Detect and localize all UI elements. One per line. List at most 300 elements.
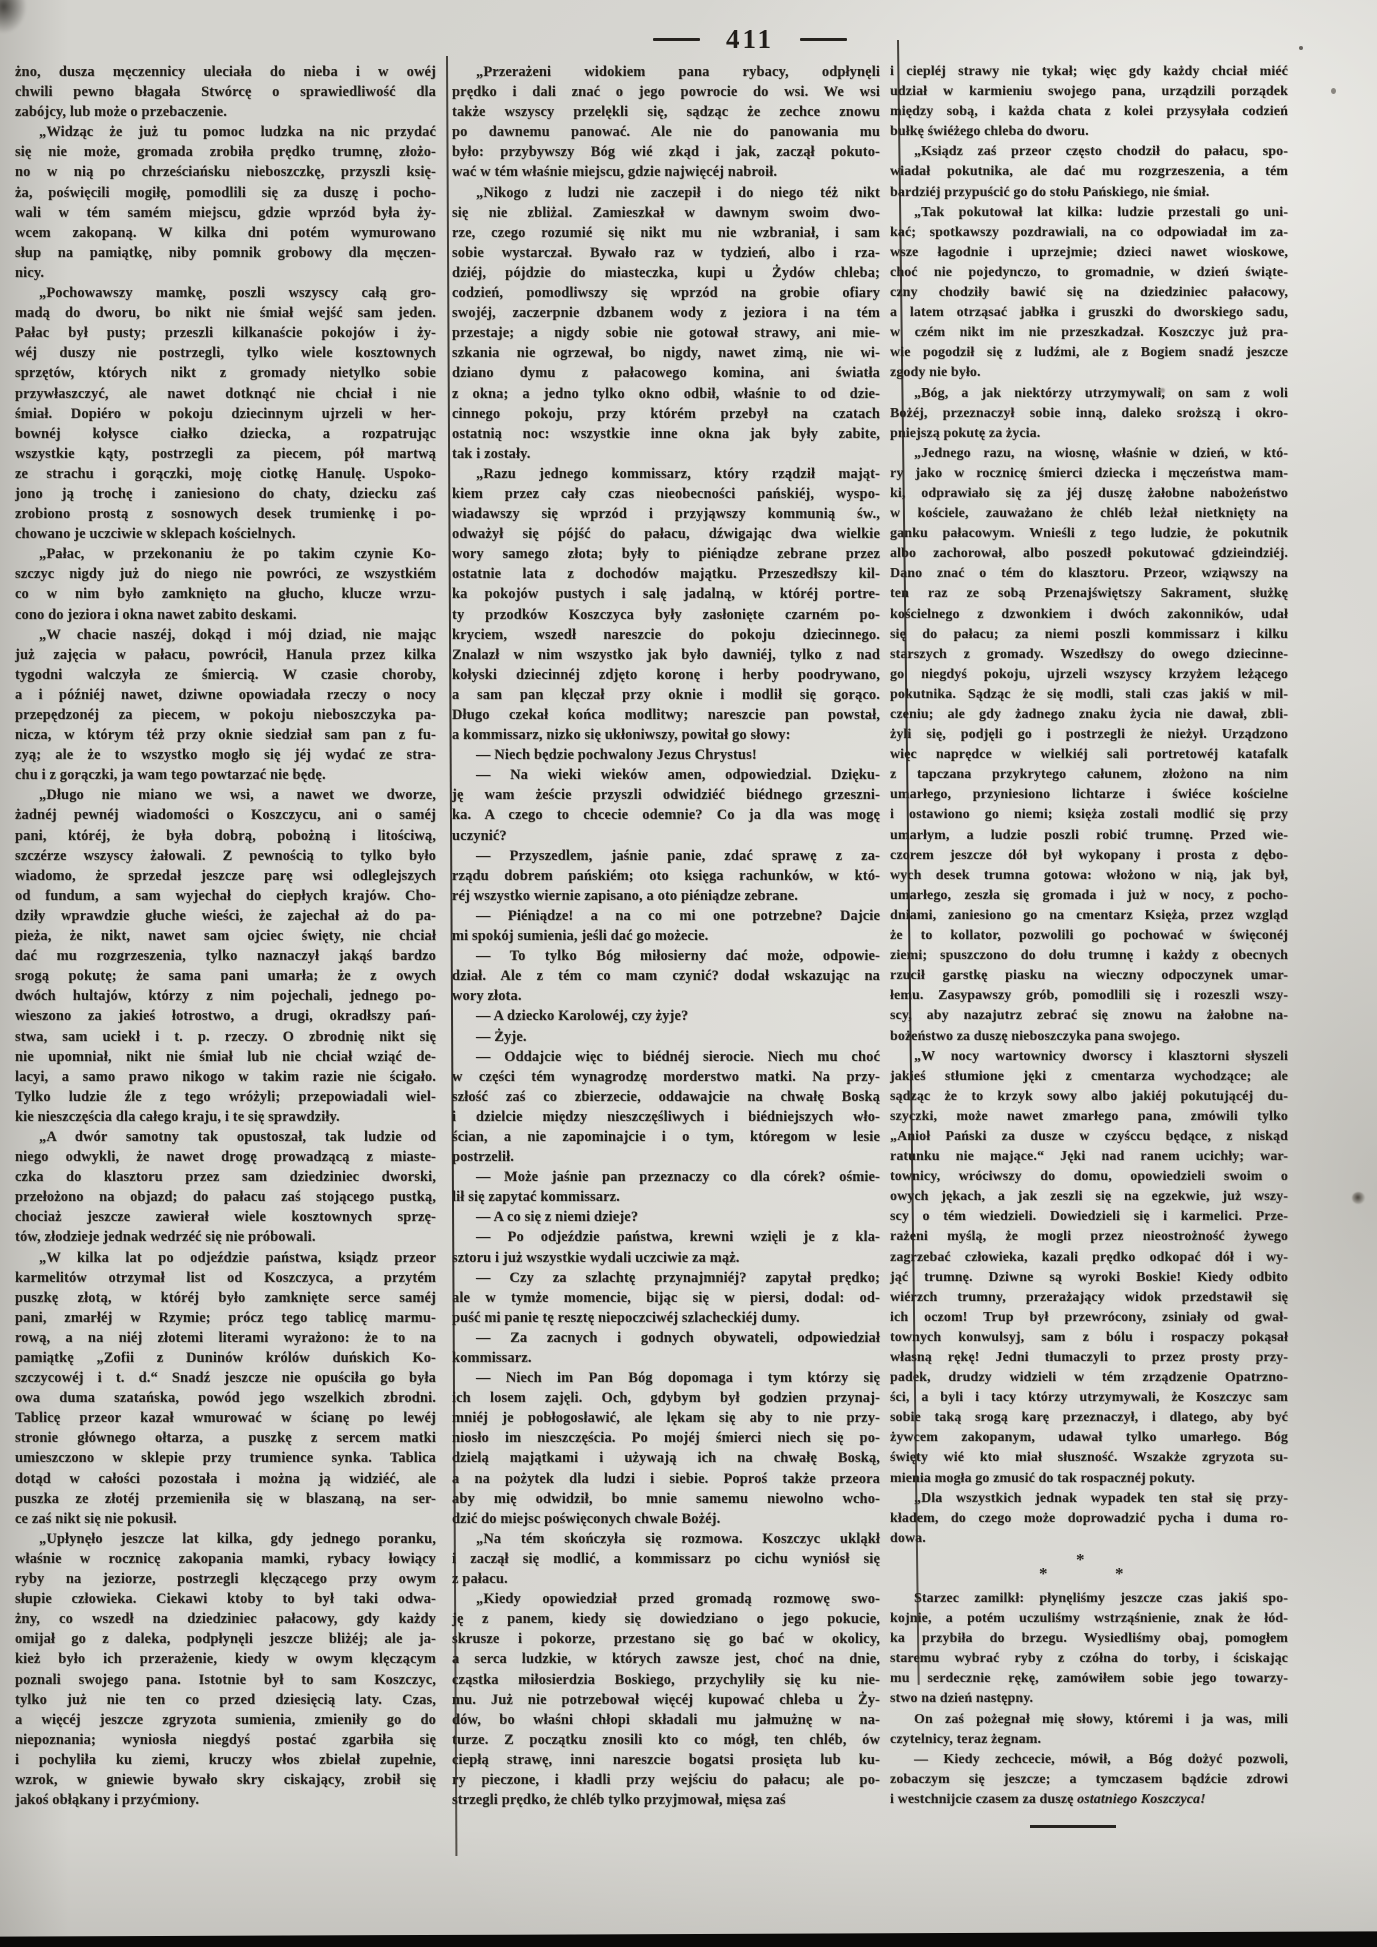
text-line: żny, co wszedł na dziedziniec pałacowy, gdy każdy xyxy=(15,1611,436,1628)
text-line: szczycowéj i t. d.“ Snadź jeszcze nie opuściła go była xyxy=(15,1370,436,1387)
text-line: „Przerażeni widokiem pana rybacy, odpłynęli xyxy=(476,64,880,80)
text-line: sądząc że to krzyk sowy albo jakiéj pokutującéj du- xyxy=(890,1088,1288,1104)
text-line: ża, poświęcili mogiłę, pomodlili się za duszę i pocho- xyxy=(15,184,436,201)
text-line: z pałacu. xyxy=(452,1571,508,1588)
text-line: Długo czekał końca modlitwy; nareszcie pan powstał, xyxy=(452,707,880,723)
text-line: czytelnicy, teraz żegnam. xyxy=(890,1731,1042,1747)
text-line: i westchnijcie czasem za duszę ostatniego Koszczyca! xyxy=(890,1791,1206,1807)
text-line: ostatnie lata z dochodów majątku. Przeszedłszy kil- xyxy=(452,566,880,583)
text-line: ganku pałacowym. Wnieśli z tego ludzie, że pokutnik xyxy=(890,526,1288,542)
text-column-2 xyxy=(452,62,880,1810)
paragraph xyxy=(890,1489,1288,1549)
text-line: umieszczono w sklepie przy trumience synka. Tablica xyxy=(15,1450,436,1467)
text-line: czny chodziły bawić się na dziedziniec pałacowy, xyxy=(890,285,1288,301)
paragraph xyxy=(452,1268,880,1328)
text-line: ratunku nie mające.“ Jęki nad ranem ucichły; war- xyxy=(890,1149,1288,1165)
text-line: przepędzonéj za piecem, w pokoju nieboszczyka pa- xyxy=(15,707,436,723)
text-line: ale w tymże momencie, bijąc się w piersi, dodal: od- xyxy=(452,1289,880,1306)
text-line: chowano je uczciwie w sklepach kościelnych. xyxy=(15,526,296,543)
text-line: dzielą majątkami i używają ich na chwałę Boską, xyxy=(452,1450,880,1467)
text-line: — To tylko Bóg miłosierny dać może, odpowie- xyxy=(476,948,880,965)
text-line: pniejszą pokutę za życia. xyxy=(890,425,1041,441)
text-line: „A dwór samotny tak opustoszał, tak ludzie od xyxy=(39,1128,436,1145)
paragraph xyxy=(890,1047,1288,1489)
text-line: czka do klasztoru przez sam dziedziniec dworski, xyxy=(15,1169,436,1186)
text-line: tygodni walczyła ze śmiercią. W czasie choroby, xyxy=(15,666,436,683)
text-line: a sam pan klęczał przy oknie i modlił się gorąco. xyxy=(452,686,880,703)
text-line: niosło im nieszczęścia. Po mojéj śmierci niech się po- xyxy=(452,1430,880,1447)
text-line: „Pochowawszy mamkę, poszli wszyscy całą gro- xyxy=(39,285,436,302)
text-line: wiérzch trumny, przerażający widok przedstawił się xyxy=(890,1289,1288,1305)
closing-rule xyxy=(1030,1825,1116,1828)
text-line: dowa. xyxy=(890,1530,926,1546)
text-line: chociaż jeszcze zawierał wiele kosztownych sprzę- xyxy=(15,1209,436,1226)
text-line: „Na tém skończyła się rozmowa. Koszczyc ukląkł xyxy=(476,1530,880,1547)
text-line: a kommissarz, nizko się ukłoniwszy, powitał go słowy: xyxy=(452,727,791,744)
text-line: starszych z gromady. Wszedłszy do owego dziecinne- xyxy=(890,646,1288,662)
text-line: jąć trumnę. Dziwne są wyroki Boskie! Kiedy odbito xyxy=(890,1269,1288,1285)
text-line: a latem otrząsać jabłka i gruszki do dworskiego sadu, xyxy=(890,305,1288,321)
text-line: szłość zaś co zbierzecie, oddawajcie na chwałę Boską xyxy=(452,1088,880,1105)
text-line: „Kiedy opowiedział przed gromadą rozmowę swo- xyxy=(476,1591,880,1608)
text-line: cono do jeziora i okna nawet zabito deskami. xyxy=(15,606,297,623)
text-line: „Anioł Pański za dusze w czyśccu będące, z niskąd xyxy=(890,1128,1288,1144)
paragraph xyxy=(890,142,1288,202)
text-line: nicy. xyxy=(15,264,45,281)
text-line: omijał go z daleka, podpłynęli jeszcze bliżéj; ale ja- xyxy=(15,1631,436,1648)
text-line: dniami, zaniesiono go na cmentarz Księża, przez wzgląd xyxy=(890,907,1288,923)
text-line: stwo na dzień następny. xyxy=(890,1691,1034,1707)
text-line: — Niech im Pan Bóg dopomaga i tym którzy się xyxy=(476,1370,880,1387)
paragraph xyxy=(890,1589,1288,1710)
text-line: srogą pokutę; że sama pani umarła; że z owych xyxy=(15,968,436,985)
text-line: sobie wystarczał. Bywało raz w tydzień, albo i rza- xyxy=(452,244,880,261)
text-line: wiadał pokutnika, ale dać mu rozgrzeszenia, a tém xyxy=(890,164,1288,180)
text-line: rze, czego rozumié się nikt mu nie wzbraniał, i sam xyxy=(452,224,880,241)
text-line: żadnéj pewnéj wiadomości o Koszczycu, ani o saméj xyxy=(15,807,436,824)
text-line: było: przybywszy Bóg wié zkąd i jak, zaczął pokuto- xyxy=(452,144,880,161)
text-line: wszystkie kąty, postrzegli za piecem, pół martwą xyxy=(15,445,436,462)
text-line: poznali swojego pana. Istotnie był to sam Koszczyc, xyxy=(15,1671,436,1688)
text-line: sztoru i już wszystkie wydali uczciwie za mąż. xyxy=(452,1249,740,1266)
page-header xyxy=(620,24,880,54)
text-line: i ciepléj strawy nie tykał; więc gdy każdy chciał miéć xyxy=(890,64,1288,79)
text-line: tów, złodzieje jednak wedrzéć się nie próbowali. xyxy=(15,1229,316,1246)
text-line: — Po odjeździe państwa, krewni wzięli je z kla- xyxy=(476,1229,880,1246)
paragraph xyxy=(890,444,1288,1047)
text-line: — Za zacnych i godnych obywateli, odpowiedział xyxy=(476,1329,880,1346)
text-line: żno, dusza męczennicy uleciała do nieba i w owéj xyxy=(15,64,436,80)
text-line: wać w tém właśnie miejscu, gdzie najwięcéj nabroił. xyxy=(452,164,778,181)
text-line: stwa, sam uciekł i t. p. rzeczy. O zbrodnię nikt się xyxy=(15,1028,436,1045)
text-line: niepoznania; wyniosła niegdyś postać zgarbiła się xyxy=(15,1731,436,1748)
text-line: puść mi panie tę resztę niepoczciwéj szlacheckiéj dumy. xyxy=(452,1309,800,1326)
text-line: w czém nikt im nie przeszkadzał. Koszczyc już pra- xyxy=(890,325,1288,341)
text-line: turze. Z początku znosili kto co mógł, ten chléb, ów xyxy=(452,1731,880,1748)
text-line: albo zachorował, albo poszedł pokutować gdzieindziéj. xyxy=(890,546,1288,562)
text-line: zabójcy, lub może o przebaczenie. xyxy=(15,104,227,121)
text-line: ka pokojów pustych i salę jadalną, w któréj portre- xyxy=(452,586,880,603)
paragraph xyxy=(452,1167,880,1207)
paragraph xyxy=(15,122,436,283)
paragraph xyxy=(890,203,1288,384)
paragraph xyxy=(452,1006,880,1026)
text-line: „Dla wszystkich jednak wypadek ten stał się przy- xyxy=(914,1490,1288,1506)
text-line: wieszono za jakieś łotrostwo, a drugi, okradłszy pań- xyxy=(15,1008,436,1025)
text-line: chwili pewno błagała Stwórcę o sprawiedliwość dla xyxy=(15,84,436,101)
scan-corner-smudge xyxy=(0,0,27,34)
text-line: owych jękach, a jak zeszli się na egzekwie, już wszy- xyxy=(890,1189,1288,1205)
text-line: wory samego złota; były to piéniądze zebrane przez xyxy=(452,546,880,563)
text-line: tylko już nie ten co przed dziesięcią laty. Czas, xyxy=(15,1691,436,1708)
text-line: nicza, w którym téż przy oknie siedział sam pan z fu- xyxy=(15,727,436,744)
text-line: staremu wybrać ryby z czółna do torby, i ściskając xyxy=(890,1651,1288,1667)
text-line: — Przyszedlem, jaśnie panie, zdać sprawę z za- xyxy=(476,847,880,864)
text-line: ry pieczone, i kładli przy wejściu do pałacu; ale po- xyxy=(452,1771,880,1788)
text-line: bownéj kołysce ciałko dziecka, a rozpatrując xyxy=(15,425,436,442)
text-line: jono ją trochę i zaniesiono do chaty, dziecku zaś xyxy=(15,485,436,502)
text-line: w kościele, zauważano że chléb leżał nietknięty na xyxy=(890,506,1288,522)
text-line: — Kiedy zechcecie, mówił, a Bóg dożyć pozwoli, xyxy=(914,1751,1288,1767)
text-line: ty przodków Koszczyca były zasłonięte czarném po- xyxy=(452,606,880,623)
asterisk-icon: * xyxy=(1076,1549,1085,1569)
text-line: że to kollator, pozwolili go pochować w święconéj xyxy=(890,928,1288,944)
paragraph xyxy=(452,1227,880,1267)
text-line: przestaje; a nigdy sobie nie gotował strawy, ani mie- xyxy=(452,325,880,342)
page-number: 411 xyxy=(725,23,774,54)
text-line: kie nieszczęścia dla całego kraju, i te się sprawdziły. xyxy=(15,1108,340,1125)
text-line: ry jako w rocznicę śmierci dziecka i męczeństwa mam- xyxy=(890,465,1288,481)
text-line: wie pogodził się z ludźmi, ale z Bogiem snadź jeszcze xyxy=(890,345,1288,361)
text-line: śmiał. Dopiéro w pokoju dziecinnym ujrzeli w her- xyxy=(15,405,436,422)
paragraph xyxy=(452,1027,880,1047)
text-line: bożeństwo za duszę nieboszczyka pana swojego. xyxy=(890,1028,1180,1044)
text-line: odważył się pójść do pałacu, dźwigając dwa wielkie xyxy=(452,526,880,543)
text-line: po dawnemu panować. Ale nie do panowania mu xyxy=(452,124,880,141)
text-line: „Pałac, w przekonaniu że po takim czynie Ko- xyxy=(39,546,436,563)
paragraph xyxy=(452,745,880,765)
text-line: réj wszystko wiernie zapisano, a oto piéniądze zebrane. xyxy=(452,887,798,904)
text-line: dów, bo właśni chłopi składali mu jałmużnę w na- xyxy=(452,1711,880,1728)
header-rule-left xyxy=(653,38,700,41)
text-line: ścian, a nie zapominajcie i o tym, któregom w lesie xyxy=(452,1128,880,1145)
text-line: szczyc nigdy już do niego nie powróci, ze wszystkiém xyxy=(15,566,436,583)
text-line: dwóch hultajów, którzy z nim pojechali, jednego po- xyxy=(15,988,436,1005)
text-line: madą do dworu, bo nikt nie śmiał wejść sam jeden. xyxy=(15,305,436,322)
text-line: a serca ludzkie, w których zawsze jest, choć na dnie, xyxy=(452,1651,880,1668)
text-line: słup na pamiątkę, niby pomnik grobowy dla męczen- xyxy=(15,244,436,261)
paragraph xyxy=(452,1207,880,1227)
text-line: także wszyscy przelękli się, sądząc że zechce znowu xyxy=(452,104,880,121)
text-line: Bożéj, przeznaczył sobie inną, daleko sroższą i okro- xyxy=(890,405,1288,421)
paragraph xyxy=(452,1529,880,1589)
text-line: wych desek trumna gotowa: włożono w nią, jak był, xyxy=(890,867,1288,883)
text-line: szczérze wszyscy żałowali. Z pewnością to tylko było xyxy=(15,847,436,864)
text-line: bułkę świéżego chleba do dworu. xyxy=(890,124,1089,140)
text-line: wory złota. xyxy=(452,988,522,1005)
text-line: — Może jaśnie pan przeznaczy co dla córek? ośmie- xyxy=(476,1169,880,1186)
paragraph xyxy=(15,1529,436,1810)
text-line: wéj duszy nie postrzegli, tylko wiele kosztownych xyxy=(15,345,436,362)
text-line: tak i zostały. xyxy=(452,445,531,462)
text-line: aby mię odwidził, bo mnie samemu niewolno wcho- xyxy=(452,1490,880,1507)
text-line: nie upomniał, nikt nie śmiał lub nie chciał wziąć de- xyxy=(15,1048,436,1065)
text-line: od fundum, a sam wyjechał do ciepłych krajów. Cho- xyxy=(15,887,436,904)
paragraph xyxy=(15,283,436,544)
text-line: dziły wprawdzie głuche wieści, że zajechał aż do pa- xyxy=(15,907,436,924)
text-line: ciepłą strawę, inni nareszcie bogatsi prosięta lub ku- xyxy=(452,1751,880,1768)
text-line: „Bóg, a jak niektórzy utrzymywali, on sam z woli xyxy=(914,385,1288,401)
text-line: przywłaszczyć, ale nawet dotknąć nie chciał i nie xyxy=(15,385,436,402)
paragraph xyxy=(890,62,1288,142)
text-line: święty wié kto miał słuszność. Wszakże zgryzota su- xyxy=(890,1450,1288,1466)
text-line: i ostawiono go niemi; księża zostali modlić się przy xyxy=(890,807,1288,823)
text-line: ka przybiła do brzegu. Wysiedliśmy obaj, pomogłem xyxy=(890,1631,1288,1647)
text-line: ję z panem, kiedy się dowiedziano o jego pokucie, xyxy=(452,1611,880,1628)
text-line: a więcéj jeszcze zgryzota sumienia, zmieniły go do xyxy=(15,1711,436,1728)
text-line: wcem zakopaną. W kilka dni potém wymurowano xyxy=(15,224,436,241)
text-line: co w nim było zamknięto na głucho, klucze wrzu- xyxy=(15,586,436,603)
text-line: Tablicę przeor kazał wmurować w ścianę po lewéj xyxy=(15,1410,436,1427)
text-line: właśnie w rocznicę zakopania mamki, rybacy łowiący xyxy=(15,1550,436,1567)
text-line: umarłym, a ludzie poszli robić trumnę. Przed wie- xyxy=(890,827,1288,843)
text-line: pani, zmarłéj w Rzymie; prócz tego tablicę marmu- xyxy=(15,1309,436,1326)
text-line: rządu dobrem pańskiém; oto księga rachunków, w któ- xyxy=(452,867,880,884)
text-line: mienia mogła go zmusić do tak rospacznéj pokuty. xyxy=(890,1470,1195,1486)
text-line: — Oddajcie więc to biédnéj sierocie. Niech mu choć xyxy=(476,1048,880,1065)
text-line: żywcem zakopanym, udawał tylko umarłego. Bóg xyxy=(890,1430,1288,1446)
text-line: dziano dymu z pałacowego komina, ani światła xyxy=(452,365,880,382)
text-line: więc naprędce w wielkiéj sali portretowéj katafalk xyxy=(890,747,1288,763)
text-line: kryciem, wszedł nareszcie do pokoju dziecinnego. xyxy=(452,626,880,643)
text-line: dziéj, pójdzie do miasteczka, kupi u Żydów chleba; xyxy=(452,264,880,281)
text-line: kościelnego z dzwonkiem i dwóch zakonników, udał xyxy=(890,606,1288,622)
text-line: scy, aby nazajutrz zebrać się znowu na żałobne na- xyxy=(890,1008,1288,1024)
text-line: Tylko ludzie źle z tego wróżyli; przepowiadali wiel- xyxy=(15,1088,436,1105)
text-line: a i późniéj nawet, dziwne opowiadała rzeczy o nocy xyxy=(15,686,436,703)
text-line: a na pożytek dla ludzi i siebie. Poproś także przeora xyxy=(452,1470,880,1487)
text-line: słupie człowieka. Ciekawi ktoby to był taki odwa- xyxy=(15,1591,436,1608)
text-line: czeniu; ale gdy żadnego znaku życia nie dawał, zbli- xyxy=(890,707,1288,722)
text-line: cinnego pokoju, przy którém przebył na czatach xyxy=(452,405,880,422)
text-line: kładem, do czego może doprowadzić pycha i duma ro- xyxy=(890,1510,1288,1526)
paragraph xyxy=(890,1750,1288,1810)
text-line: zobaczym się jeszcze; a tymczasem bądźcie zdrowi xyxy=(890,1771,1288,1787)
text-line: rzucił garstkę piasku na wieczny odpoczynek umar- xyxy=(890,968,1288,984)
text-line: ze strachu i gorączki, moję ciotkę Hanulę. Uspoko- xyxy=(15,465,436,482)
paragraph xyxy=(452,946,880,1006)
text-line: już zajęcia w pałacu, powrócił, Hanula przez kilka xyxy=(15,646,436,663)
text-line: „W chacie naszéj, dokąd i mój dziad, nie mając xyxy=(39,626,436,643)
text-line: Znalazł w nim wszystko jak było dawniéj, tylko z nad xyxy=(452,646,880,663)
text-line: bardziéj przypuścić go do stołu Pańskiego, nie śmiał. xyxy=(890,184,1210,200)
text-line: townicy, wróciwszy do domu, opowiedzieli swoim o xyxy=(890,1169,1288,1185)
text-line: lacyi, a samo prawo nikogo w takim razie nie ścigało. xyxy=(15,1068,436,1085)
header-rule-right xyxy=(800,38,847,41)
text-line: Dano znać o tém do klasztoru. Przeor, wziąwszy na xyxy=(890,566,1288,582)
text-line: ziemi; spuszczono do dołu trumnę i każdy z obecnych xyxy=(890,948,1288,964)
text-line: kojnie, a potém uczuliśmy wstrząśnienie, znak że łód- xyxy=(890,1611,1288,1627)
text-line: ki, odprawiało się za jéj duszę żałobne nabożeństwo xyxy=(890,485,1288,501)
paragraph xyxy=(890,384,1288,444)
text-line: „Widząc że już tu pomoc ludzka na nic przydać xyxy=(39,124,436,141)
text-line: lił się zapytać kommissarz. xyxy=(452,1189,620,1206)
text-line: sobie taką srogą karę przeznaczył, i dlatego, aby być xyxy=(890,1410,1288,1426)
text-line: codzień, pomodliwszy się wprzód na grobie ofiary xyxy=(452,285,880,302)
text-line: karmelitów otrzymał list od Koszczyca, a przytém xyxy=(15,1269,436,1286)
text-column-1 xyxy=(15,62,436,1810)
paragraph xyxy=(452,1368,880,1529)
text-line: jakieś stłumione jęki z cmentarza wychodzące; ale xyxy=(890,1068,1288,1084)
asterisk-icon: * xyxy=(1115,1563,1124,1583)
text-line: — Czy za szlachtę przynajmniéj? zapytał prędko; xyxy=(476,1269,880,1286)
text-line: się nie może, gromada zrobiła prędko trumnę, złożo- xyxy=(15,144,436,161)
text-line: zrobiono prostą z sosnowych desek trumienkę i po- xyxy=(15,506,436,523)
text-line: cząstka miłosierdzia Boskiego, przychyliły się ku nie- xyxy=(452,1671,880,1688)
text-line: szkania nie ogrzewał, bo nigdy, nawet zimą, nie wi- xyxy=(452,345,880,362)
text-line: kież było ich przerażenie, kiedy w owym klęczącym xyxy=(15,1651,436,1668)
text-line: niego odwykli, że nawet drogę prowadzącą z miaste- xyxy=(15,1149,436,1166)
text-line: zagrzebać człowieka, kazali prędko odkopać dół i wy- xyxy=(890,1249,1288,1265)
text-line: jakoś obłąkany i przyćmiony. xyxy=(15,1792,200,1809)
text-line: przełożono na objazd; do pałacu zaś stojącego pustką, xyxy=(15,1189,436,1206)
text-line: postrzelił. xyxy=(452,1149,514,1166)
text-line: stronie głównego ołtarza, a puszkę z sercem matki xyxy=(15,1430,436,1447)
text-line: choć nie pojedynczo, to gromadnie, w dzień świąte- xyxy=(890,264,1288,280)
text-line: uczynić? xyxy=(452,827,507,844)
text-line: Starzec zamilkł: płynęliśmy jeszcze czas jakiś spo- xyxy=(914,1590,1288,1606)
text-line: ję wam żeście przyszli odwidziéć biédnego grzeszni- xyxy=(452,787,880,804)
text-line: prędko i dali znać o jego powrocie do wsi. We wsi xyxy=(452,84,880,101)
text-line: dział. Ale z tém co mam czynić? dodał wskazując na xyxy=(452,968,880,985)
text-line: pokutnika. Sądząc że się modli, stali czas jakiś w mil- xyxy=(890,686,1288,702)
text-line: czorem jeszcze dół był wykopany i prosta z dębo- xyxy=(890,847,1288,863)
text-line: go niegdyś pokoju, ujrzeli wszyscy krzyżem leżącego xyxy=(890,666,1288,682)
paragraph xyxy=(452,62,880,183)
text-line: kać; spotkawszy pozdrawiali, na co odpowiadał im za- xyxy=(890,224,1288,240)
text-line: padek, drudzy widzieli w tém zrządzenie Opatrzno- xyxy=(890,1370,1288,1386)
text-line: ostatnią noc: wszystkie inne okna jak były zabite, xyxy=(452,425,880,442)
text-line: no w nią po chrześciańsku nieboszczkę, przyszli księ- xyxy=(15,164,436,181)
text-line: — A co się z niemi dzieje? xyxy=(476,1209,639,1226)
paragraph xyxy=(452,1328,880,1368)
text-line: — Piéniądze! a na co mi one potrzebne? Dajcie xyxy=(476,907,880,924)
text-line: z okna; a jedno tylko okno odbił, właśnie to od dzie- xyxy=(452,385,880,402)
text-line: wzrok, w gniewie bywało skry ciskający, zrobił się xyxy=(15,1771,436,1788)
text-line: własną rękę! Jedni tłumaczyli to przez prosty przy- xyxy=(890,1350,1288,1365)
text-line: strzegli prędko, że chléb tylko przyjmował, mięsa zaś xyxy=(452,1792,786,1809)
text-line: między sobą, i każda chata z kolei przysyłała codzień xyxy=(890,104,1288,120)
text-line: „Razu jednego kommissarz, który rządził mająt- xyxy=(476,465,880,482)
paragraph xyxy=(452,765,880,845)
text-line: szyczki, może nawet zmarłego pana, zmówili tylko xyxy=(890,1108,1288,1124)
text-line: „W nocy wartownicy dworscy i klasztorni słyszeli xyxy=(914,1048,1288,1064)
paper-speck xyxy=(1299,46,1303,50)
scan-edge-band xyxy=(0,1931,1377,1947)
text-line: swojéj, zaczerpnie dzbanem wody z jeziora i na tém xyxy=(452,305,880,322)
text-line: — Na wieki wieków amen, odpowiedzial. Dzięku- xyxy=(476,767,880,784)
text-line: chu i z gorączki, ja wam tego powtarzać nie będę. xyxy=(15,767,326,784)
text-line: pieża, że nikt, nawet sam ojciec święty, nie chciał xyxy=(15,928,436,945)
asterisk-icon: * xyxy=(1039,1563,1048,1583)
paper-speck xyxy=(1160,388,1165,393)
text-line: sprzętów, których nikt z gromady nietylko sobie xyxy=(15,365,436,382)
paragraph xyxy=(15,1127,436,1248)
text-line: mu serdecznie rękę, zamówiłem sobie jego towarzy- xyxy=(890,1671,1288,1687)
ink-blot xyxy=(1352,1192,1365,1204)
text-line: ich oczom! Trup był przewrócony, zsiniały od gwał- xyxy=(890,1309,1288,1325)
text-line: — Niech będzie pochwalony Jezus Chrystus! xyxy=(476,747,757,764)
text-line: kommissarz. xyxy=(452,1350,532,1366)
text-line: ce zaś nikt się nie pokusił. xyxy=(15,1510,177,1527)
text-line: „W kilka lat po odjeździe państwa, ksiądz przeor xyxy=(39,1249,436,1266)
text-line: dać mu rozgrzeszenia, tylko naznaczył jakąś bardzo xyxy=(15,948,436,965)
text-line: puszka ze złotéj przemieniła się w blaszaną, na ser- xyxy=(15,1490,436,1507)
paragraph xyxy=(452,1047,880,1168)
paragraph xyxy=(452,906,880,946)
text-line: skrusze i pokorze, przestano się go bać w okolicy, xyxy=(452,1631,880,1648)
text-line: kołyski dziecinnéj zdjęto koronę i herby poodrywano, xyxy=(452,666,880,683)
text-line: ści, a byli i tacy którzy utrzymywali, że Koszczyc sam xyxy=(890,1390,1288,1406)
text-line: i pochyliła ku ziemi, kruczy włos zbielał zupełnie, xyxy=(15,1751,436,1768)
text-line: scy o tém wiedzieli. Dowiedzieli się i karmelici. Prze- xyxy=(890,1209,1288,1225)
paragraph xyxy=(452,846,880,906)
text-line: kiem przez cały czas nieobecności pańskiéj, wyspo- xyxy=(452,485,880,502)
text-line: — Żyje. xyxy=(476,1028,527,1045)
text-line: Pałac był pusty; przeszli kilkanaście pokojów i ży- xyxy=(15,325,436,342)
text-line: wiadawszy się wprzód i przyjąwszy kommunią św., xyxy=(452,506,880,523)
text-line: umarłego, przyniesiono lichtarze i świéce kościelne xyxy=(890,787,1288,803)
text-line: „Tak pokutował lat kilka: ludzie przestali go uni- xyxy=(914,204,1288,220)
text-line: „Długo nie miano we wsi, a nawet we dworze, xyxy=(39,787,436,804)
text-line: mniéj je pobłogosławić, ale lękam się aby to nie przy- xyxy=(452,1410,880,1427)
text-line: — A dziecko Karolowéj, czy żyje? xyxy=(476,1008,689,1025)
paragraph xyxy=(15,544,436,624)
text-line: owa duma szatańska, powód jego wszelkich zbrodni. xyxy=(15,1390,436,1407)
text-line: ka. A czego to chcecie odemnie? Co ja dla was mogę xyxy=(452,807,880,824)
text-line: i zaczął się modlić, a kommissarz po cichu wyniósł się xyxy=(452,1550,880,1567)
text-line: „Ksiądz zaś przeor często chodził do pałacu, spo- xyxy=(914,144,1288,160)
text-line: townych konwulsyj, sam z bólu i rospaczy pokąsał xyxy=(890,1329,1288,1345)
paper-speck xyxy=(1331,88,1336,94)
text-line: „Nikogo z ludzi nie zaczepił i do niego téż nikt xyxy=(476,184,880,201)
text-line: rową, a na niéj złotemi literami wyrażono: że to na xyxy=(15,1329,436,1346)
text-line: zgody nie było. xyxy=(890,365,981,381)
text-line: On zaś pożegnał mię słowy, któremi i ja was, mili xyxy=(914,1711,1288,1727)
asterisk-separator xyxy=(890,1549,1288,1589)
text-line: w części tém wynagrodzę morderstwo matki. Na przy- xyxy=(452,1068,880,1085)
text-line: pamiątkę „Zofii z Duninów królów duńskich Ko- xyxy=(15,1350,436,1366)
text-line: i dzielcie między nieszczęśliwych i biédniejszych wło- xyxy=(452,1108,880,1125)
text-line: mu. Już nie potrzebował więcéj kupować chleba u Ży- xyxy=(452,1691,880,1708)
text-line: wali w tém samém miejscu, gdzie wprzód była ży- xyxy=(15,204,436,221)
paragraph xyxy=(15,62,436,122)
text-line: udział w karmieniu swojego pana, urządzili porządek xyxy=(890,84,1288,100)
paragraph xyxy=(15,1248,436,1529)
paragraph xyxy=(890,1710,1288,1750)
text-line: umarłego, zeszła się gromada i już w nocy, z pocho- xyxy=(890,887,1288,903)
text-line: z tapczana przykrytego całunem, złożono na nim xyxy=(890,767,1288,783)
text-line: zyą; ale że to wszystko mogło się jéj wydać ze stra- xyxy=(15,747,436,764)
text-line: łemu. Zasypawszy grób, pomodlili się i rozeszli wszy- xyxy=(890,988,1288,1004)
text-line: dzić do miejsc poświęconych chwale Bożéj. xyxy=(452,1510,721,1527)
text-line: „Upłynęło jeszcze lat kilka, gdy jednego poranku, xyxy=(39,1530,436,1547)
text-line: ryby na jeziorze, postrzegli klęczącego przy owym xyxy=(15,1571,436,1588)
paragraph xyxy=(452,464,880,745)
text-line: się nie zbliżal. Zamieszkał w dawnym swoim dwo- xyxy=(452,204,880,221)
text-line: pani, któréj, że była dobrą, pobożną i litościwą, xyxy=(15,827,436,844)
text-line: dotąd w całości pozostała i można ją widziéć, ale xyxy=(15,1470,436,1487)
